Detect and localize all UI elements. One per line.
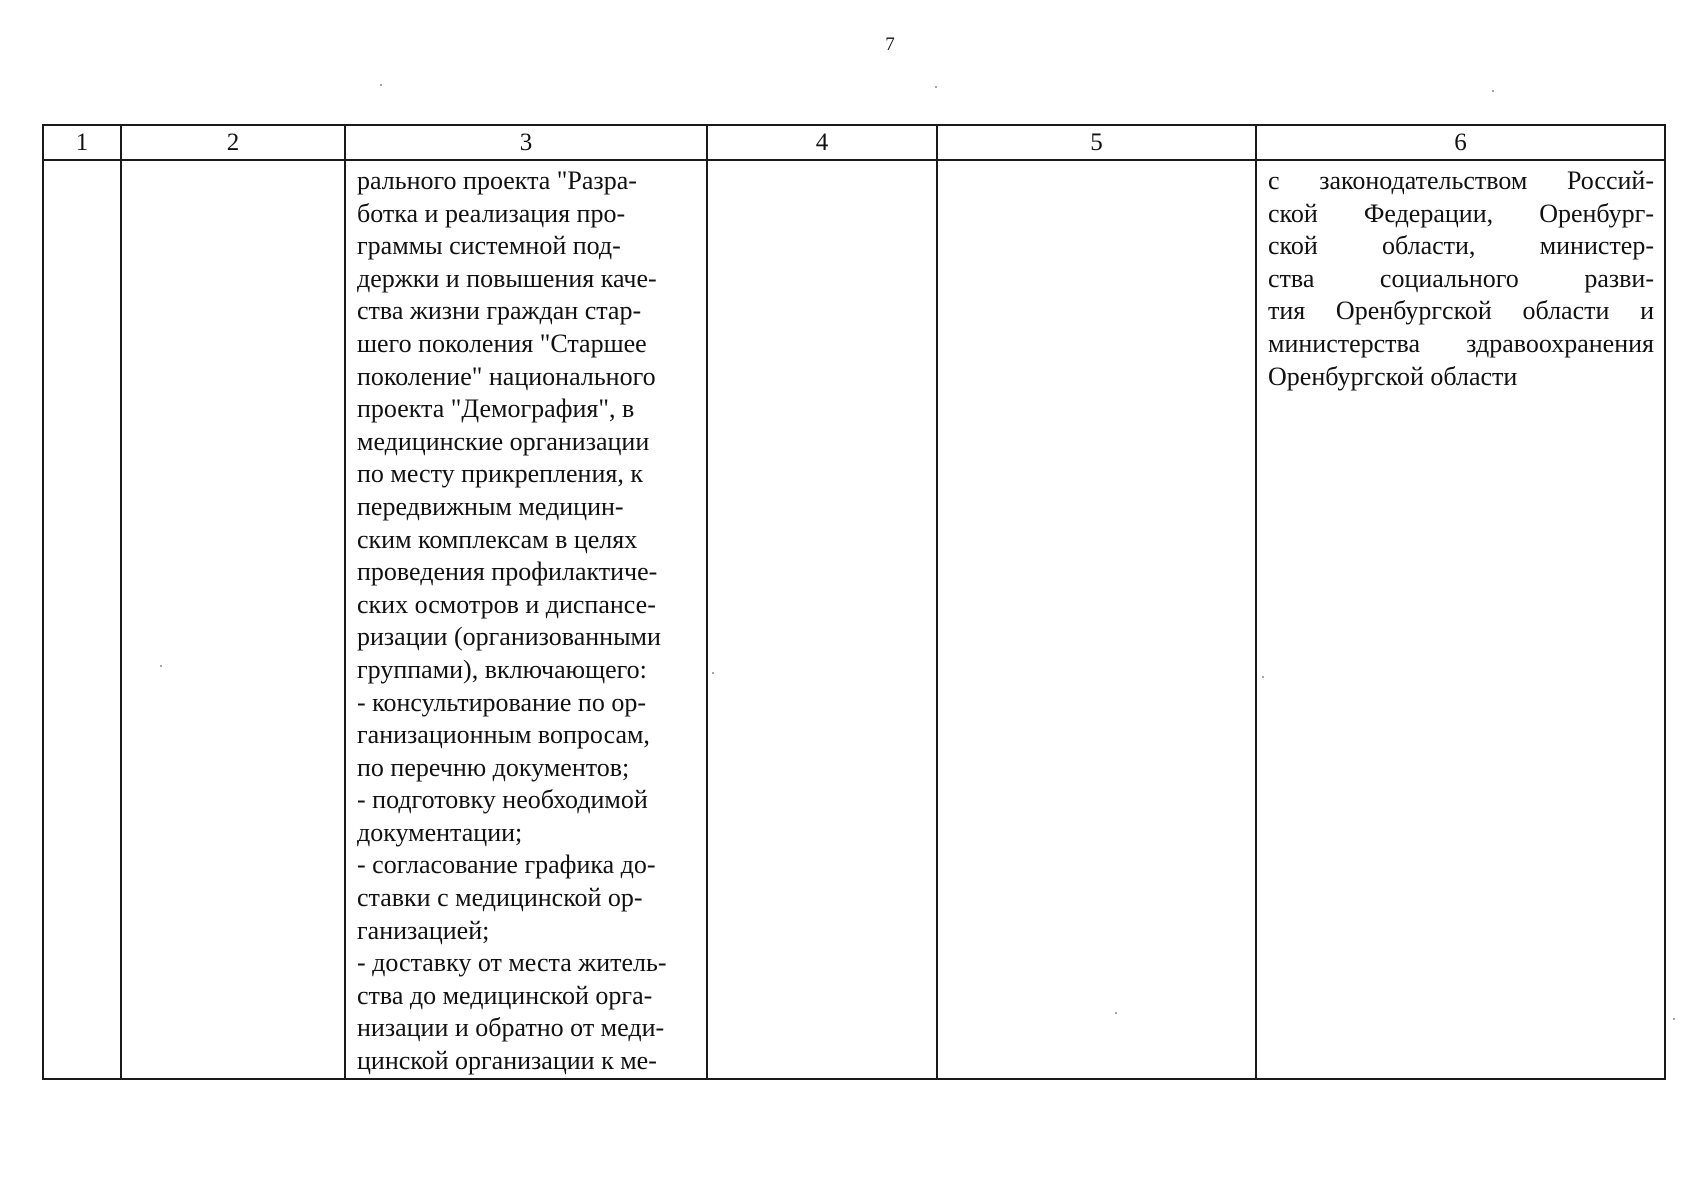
text-line: проекта "Демография", в <box>357 394 635 424</box>
text-line: с законодательством Россий- <box>1268 166 1654 195</box>
text-line: поколение" национального <box>357 361 656 391</box>
header-cell-1: 1 <box>43 125 121 160</box>
text-line: держки и повышения каче- <box>357 263 657 293</box>
cell-col-2 <box>121 160 345 1079</box>
text-line: ства до медицинской орга- <box>357 980 653 1010</box>
text-line: ства социального разви- <box>1268 263 1654 293</box>
text-line: ганизацией; <box>357 915 490 945</box>
text-line: ства жизни граждан стар- <box>357 296 642 326</box>
text-line: документации; <box>357 817 523 847</box>
header-cell-6: 6 <box>1256 125 1665 160</box>
cell-col-1 <box>43 160 121 1079</box>
text-line: ботка и реализация про- <box>357 198 626 228</box>
document-table <box>42 124 1666 1080</box>
text-line: по месту прикрепления, к <box>357 459 643 489</box>
text-line: по перечню документов; <box>357 752 630 782</box>
cell-col-4 <box>707 160 937 1079</box>
text-line: ставки с медицинской ор- <box>357 883 643 913</box>
text-line: министерства здравоохранения <box>1268 328 1654 358</box>
scan-speck <box>935 86 937 88</box>
text-line: шего поколения "Старшее <box>357 328 647 358</box>
cell-col-3 <box>345 160 707 1079</box>
table-header-row <box>43 125 1665 160</box>
text-line: ских осмотров и диспансе- <box>357 589 656 619</box>
header-cell-4: 4 <box>707 125 937 160</box>
text-line: ской области, министер- <box>1268 231 1654 261</box>
text-line: Оренбургской области <box>1268 361 1518 391</box>
text-line: ской Федерации, Оренбург- <box>1268 198 1654 228</box>
text-line: ганизационным вопросам, <box>357 720 650 750</box>
col6-text-block <box>1257 161 1664 393</box>
page-number: 7 <box>885 34 895 55</box>
cell-col-5 <box>937 160 1256 1079</box>
header-cell-5: 5 <box>937 125 1256 160</box>
table-row <box>43 160 1665 1079</box>
text-line: цинской организации к ме- <box>357 1046 657 1076</box>
scan-speck <box>1492 90 1494 92</box>
scan-speck <box>380 84 382 86</box>
scan-speck <box>1673 1018 1675 1020</box>
text-line: проведения профилактиче- <box>357 557 658 587</box>
text-line: - консультирование по ор- <box>357 687 646 717</box>
text-line: - согласование графика до- <box>357 850 656 880</box>
col3-text-block <box>346 161 706 1078</box>
header-cell-2: 2 <box>121 125 345 160</box>
text-line: - подготовку необходимой <box>357 785 648 815</box>
cell-col-6 <box>1256 160 1665 1079</box>
text-line: низации и обратно от меди- <box>357 1013 665 1043</box>
text-line: граммы системной под- <box>357 231 621 261</box>
text-line: рального проекта "Разра- <box>357 166 637 195</box>
text-line: ским комплексам в целях <box>357 524 638 554</box>
text-line: - доставку от места житель- <box>357 948 667 978</box>
text-line: передвижным медицин- <box>357 491 624 521</box>
text-line: тия Оренбургской области и <box>1268 296 1654 326</box>
text-line: ризации (организованными <box>357 622 661 652</box>
text-line: группами), включающего: <box>357 654 647 684</box>
text-line: медицинские организации <box>357 426 650 456</box>
header-cell-3: 3 <box>345 125 707 160</box>
